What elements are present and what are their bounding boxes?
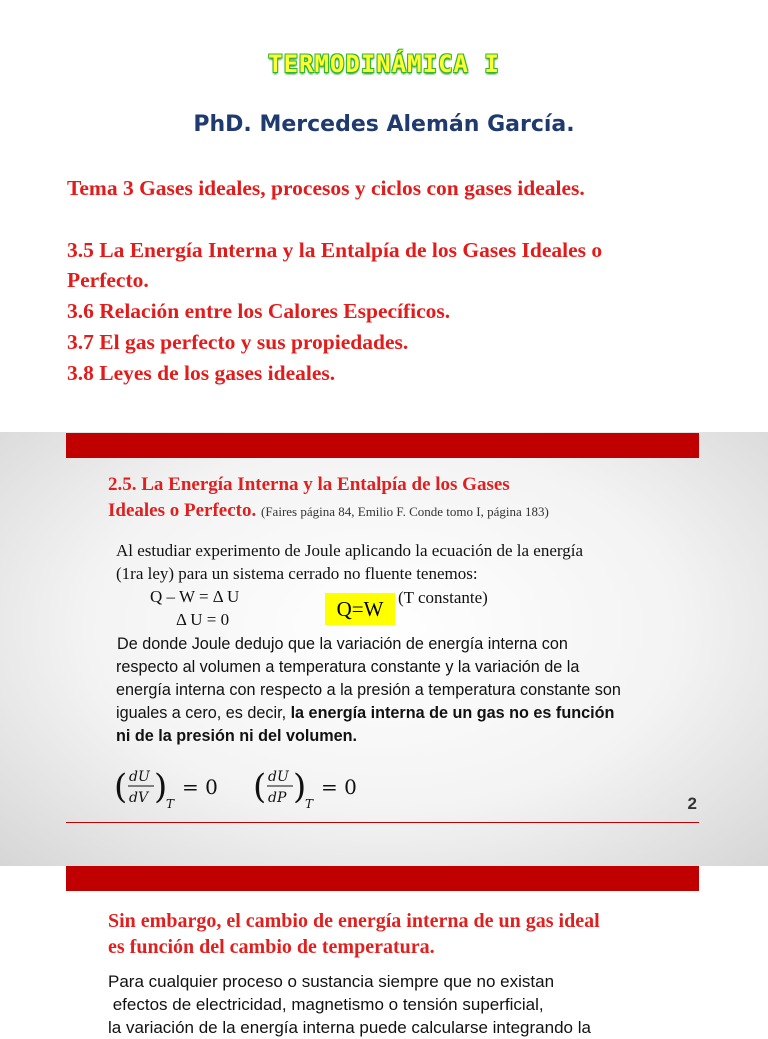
para-line: Al estudiar experimento de Joule aplicando la ecuación de la energía — [116, 541, 583, 560]
subscript-t: T — [305, 797, 314, 811]
footer-rule — [66, 822, 699, 823]
constant-temperature-note: (T constante) — [398, 588, 488, 607]
subscript-t: T — [166, 797, 175, 811]
para-emphasis-line: ni de la presión ni del volumen. — [116, 727, 358, 745]
para-line: (1ra ley) para un sistema cerrado no fluente tenemos: — [116, 564, 478, 583]
slide3-heading — [108, 908, 708, 960]
left-paren: ( — [114, 767, 128, 807]
para-line: efectos de electricidad, magnetismo o tensión superficial, — [108, 995, 544, 1014]
para-line: la variación de la energía interna puede calcularse integrando la — [108, 1018, 591, 1037]
partial-derivative-equations — [114, 764, 374, 814]
topic-heading: Tema 3 Gases ideales, procesos y ciclos con gases ideales. — [67, 176, 585, 200]
first-law-equation: Q – W = Δ U — [150, 587, 240, 606]
section-heading-line2 — [108, 498, 668, 525]
para-line: respecto al volumen a temperatura constante y la variación de la — [116, 658, 580, 676]
highlight-q-equals-w: Q=W — [325, 593, 395, 625]
topic-item-3-6: 3.6 Relación entre los Calores Específicos. — [67, 299, 451, 323]
right-paren: ) — [293, 767, 307, 807]
slide3-paragraph — [108, 970, 668, 1039]
heading-line: Sin embargo, el cambio de energía interna de un gas ideal — [108, 910, 600, 932]
left-paren: ( — [253, 767, 267, 807]
page-number: 2 — [687, 794, 697, 813]
equals-zero: = 0 — [182, 775, 218, 799]
author-name: PhD. Mercedes Alemán García. — [193, 112, 575, 137]
section-heading — [108, 472, 668, 525]
para-line: De donde Joule dedujo que la variación de energía interna con — [117, 635, 568, 653]
numerator-du: dU — [268, 769, 289, 785]
topic-item-3-5-cont: Perfecto. — [67, 268, 149, 292]
numerator-du: dU — [129, 769, 150, 785]
slide-1 — [0, 0, 768, 432]
para-line: energía interna con respecto a la presión a temperatura constante son — [116, 681, 621, 699]
denominator-dp: dP — [268, 790, 287, 806]
para-line: Para cualquier proceso o sustancia siempre que no existan — [108, 972, 555, 991]
denominator-dv: dV — [129, 790, 149, 806]
right-paren: ) — [154, 767, 168, 807]
para-emphasis: la energía interna de un gas no es función — [290, 704, 615, 722]
topic-item-3-5: 3.5 La Energía Interna y la Entalpía de los Gases Ideales o — [67, 238, 603, 262]
topic-item-3-7: 3.7 El gas perfecto y sus propiedades. — [67, 330, 409, 354]
header-bar — [66, 433, 699, 458]
section-heading-title: Ideales o Perfecto. — [108, 500, 257, 521]
para-line-mixed — [116, 702, 614, 725]
equals-zero: = 0 — [321, 775, 357, 799]
header-bar — [66, 866, 699, 891]
slide-2 — [0, 432, 768, 866]
slide-3 — [0, 866, 768, 1037]
delta-u-equation: Δ U = 0 — [176, 610, 230, 629]
heading-line: es función del cambio de temperatura. — [108, 936, 435, 958]
para-text: iguales a cero, es decir, — [116, 704, 291, 722]
section-heading-line1: 2.5. La Energía Interna y la Entalpía de los Gases — [108, 474, 510, 495]
course-title: TERMODINÁMICA I — [268, 50, 500, 78]
topic-item-3-8: 3.8 Leyes de los gases ideales. — [67, 361, 336, 385]
section-reference: (Faires página 84, Emilio F. Conde tomo I, página 183) — [261, 504, 549, 519]
